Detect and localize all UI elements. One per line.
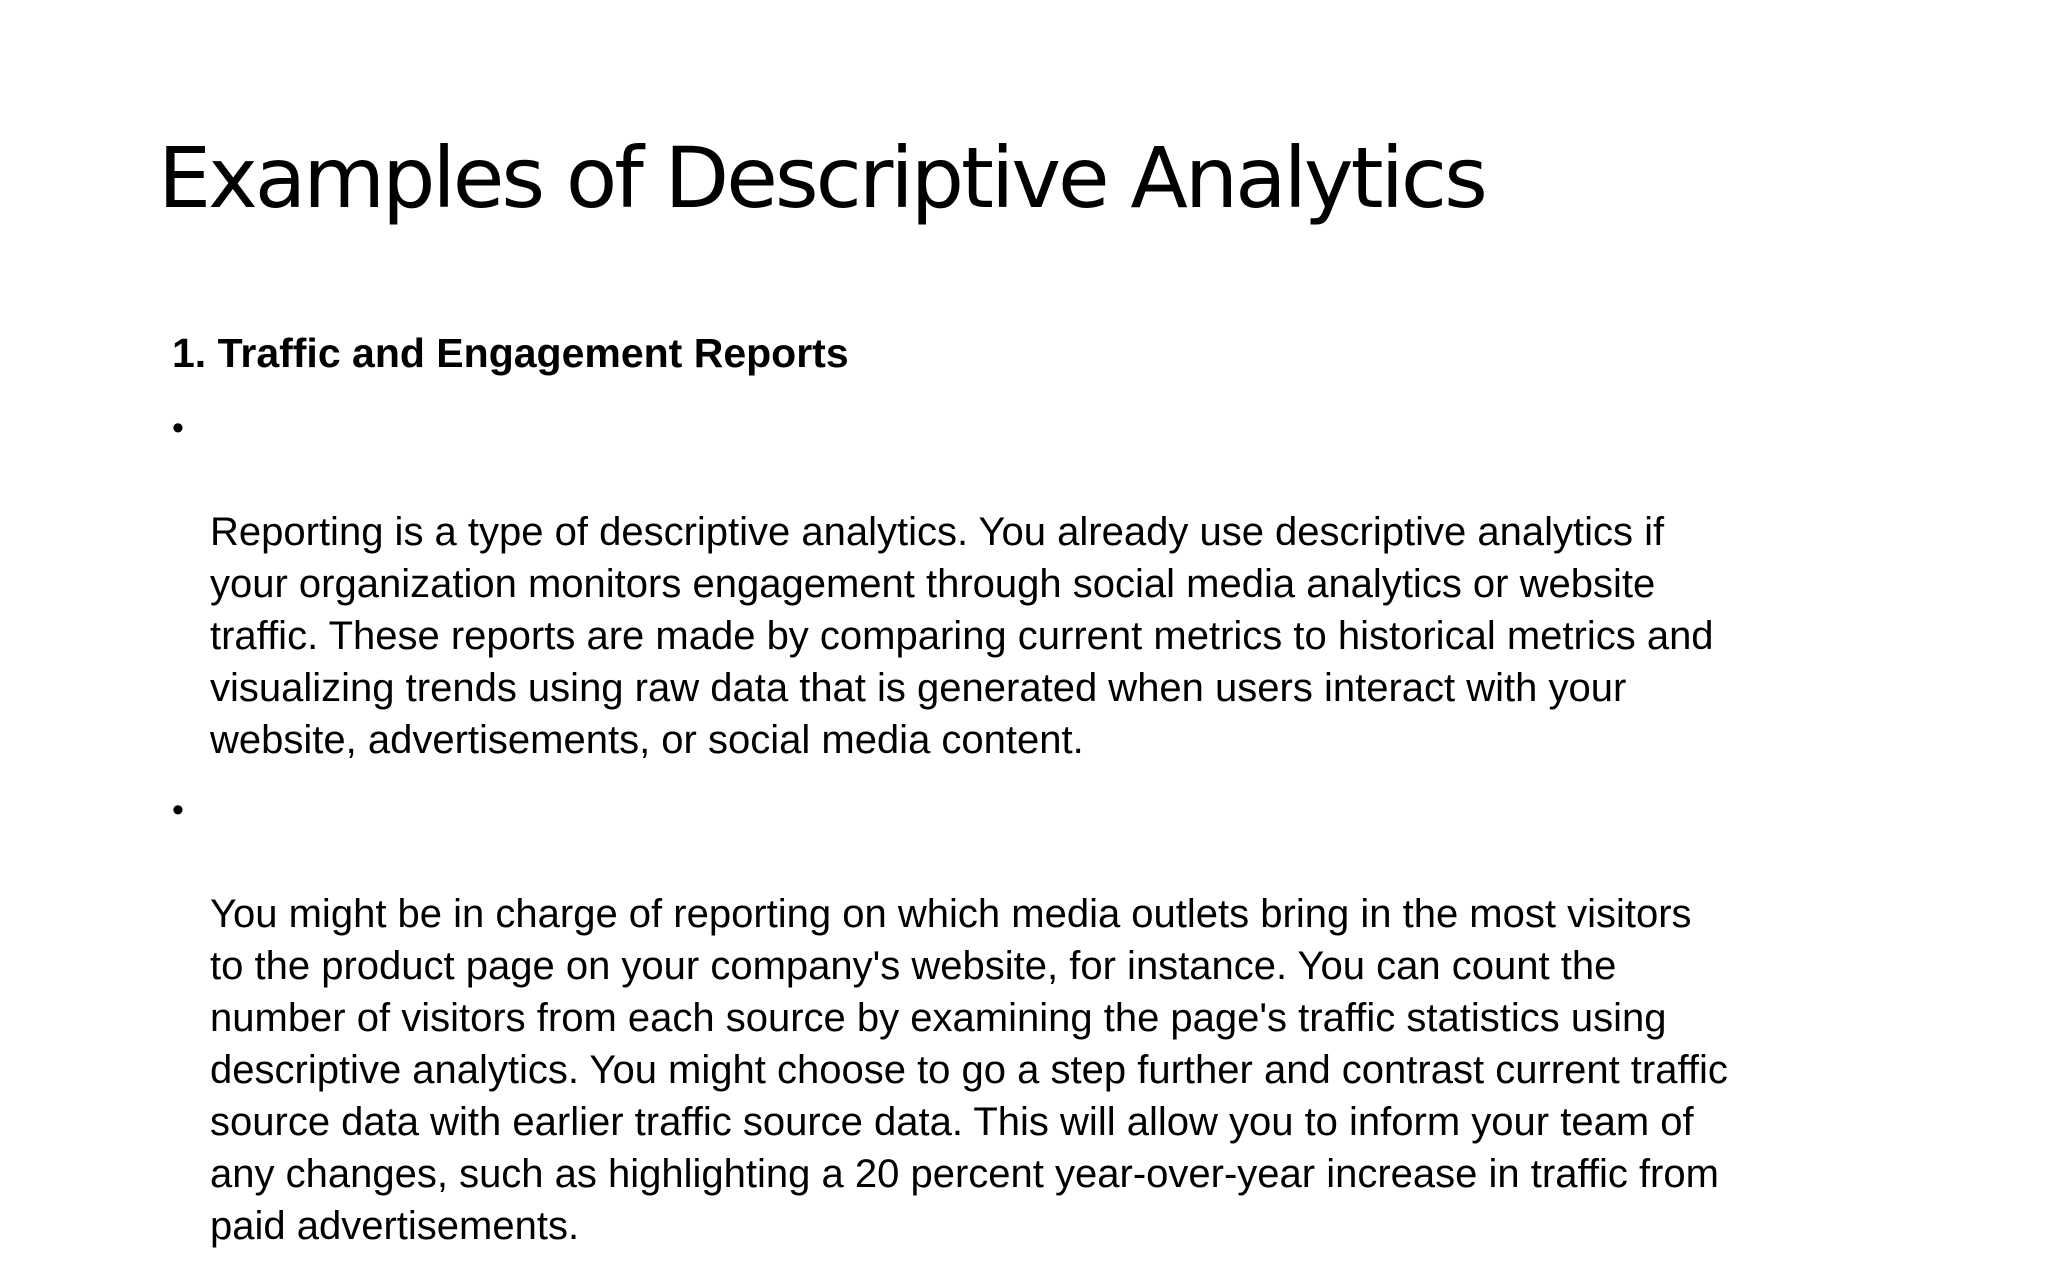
bullet-item bbox=[172, 784, 1932, 1252]
bullet-icon: • bbox=[172, 791, 184, 829]
bullet-list bbox=[172, 402, 1932, 1252]
bullet-icon: • bbox=[172, 409, 184, 447]
bullet-text: You might be in charge of reporting on which media outlets bring in the most visitors to the product page on your company's website, for instance. You can count the number of visitors from each source by examining the page's traffic statistics using descriptive analytics. You might choose to go a step further and contrast current traffic source data with earlier traffic source data. This will allow you to inform your team of any changes, such as highlighting a 20 percent year-over-year increase in traffic from paid advertisements. bbox=[210, 892, 1728, 1248]
section-heading: 1. Traffic and Engagement Reports bbox=[172, 330, 849, 376]
slide-title: Examples of Descriptive Analytics bbox=[158, 129, 1485, 227]
bullet-text: Reporting is a type of descriptive analytics. You already use descriptive analytics if your organization monitors engagement through social media analytics or website traffic. These reports are made by comparing current metrics to historical metrics and visualizing trends using raw data that is generated when users interact with your website, advertisements, or social media content. bbox=[210, 510, 1714, 762]
bullet-item bbox=[172, 402, 1932, 766]
slide-body bbox=[172, 324, 1932, 1270]
